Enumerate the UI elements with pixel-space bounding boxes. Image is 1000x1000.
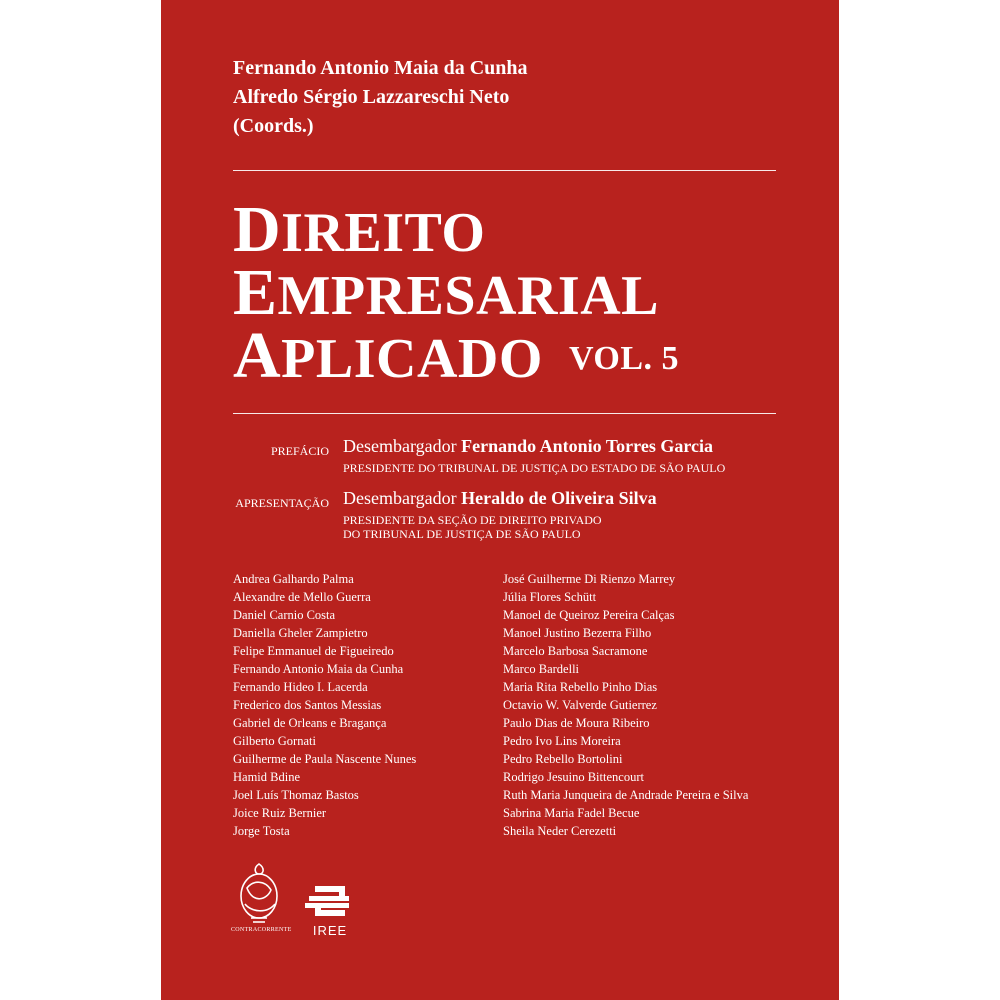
author-name: Júlia Flores Schütt: [503, 590, 597, 604]
contracorrente-logo-icon: [231, 860, 287, 926]
authors-list-left: [233, 570, 416, 840]
author-name: Hamid Bdine: [233, 770, 301, 784]
author-name: Gabriel de Orleans e Bragança: [233, 716, 387, 730]
book-cover: [161, 0, 839, 1000]
author-name: Manoel de Queiroz Pereira Calças: [503, 608, 675, 622]
author-name: Andrea Galhardo Palma: [233, 572, 354, 586]
title-line-1: DIREITO: [233, 193, 486, 266]
iree-logo-icon: [305, 886, 355, 916]
divider-top: [233, 170, 776, 171]
coordinator-name: Fernando Antonio Maia da Cunha: [233, 57, 528, 79]
author-name: Paulo Dias de Moura Ribeiro: [503, 716, 650, 730]
author-name: Felipe Emmanuel de Figueiredo: [233, 644, 394, 658]
author-name: Jorge Tosta: [233, 824, 290, 838]
author-name: Rodrigo Jesuino Bittencourt: [503, 770, 644, 784]
author-name: Gilberto Gornati: [233, 734, 316, 748]
title-line-2: EMPRESARIAL: [233, 256, 659, 329]
publisher-logo-contracorrente: [231, 860, 292, 933]
author-name: Joel Luís Thomaz Bastos: [233, 788, 359, 802]
author-name: Guilherme de Paula Nascente Nunes: [233, 752, 417, 766]
presentation-name: Desembargador Heraldo de Oliveira Silva: [343, 488, 657, 508]
presentation-role: PRESIDENTE DA SEÇÃO DE DIREITO PRIVADO: [343, 513, 602, 527]
author-name: José Guilherme Di Rienzo Marrey: [503, 572, 676, 586]
title-line-3: APLICADO: [233, 319, 543, 392]
author-name: Sabrina Maria Fadel Becue: [503, 806, 640, 820]
author-name: Frederico dos Santos Messias: [233, 698, 382, 712]
author-name: Fernando Hideo I. Lacerda: [233, 680, 368, 694]
preface-name: Desembargador Fernando Antonio Torres Garcia: [343, 436, 713, 456]
presentation-label: APRESENTAÇÃO: [235, 496, 329, 510]
author-name: Manoel Justino Bezerra Filho: [503, 626, 652, 640]
author-name: Daniella Gheler Zampietro: [233, 626, 368, 640]
preface-role: PRESIDENTE DO TRIBUNAL DE JUSTIÇA DO ESTADO DE SÃO PAULO: [343, 461, 726, 475]
author-name: Marco Bardelli: [503, 662, 580, 676]
author-name: Pedro Rebello Bortolini: [503, 752, 623, 766]
author-name: Daniel Carnio Costa: [233, 608, 336, 622]
publisher-caption: IREE: [312, 923, 348, 938]
author-name: Fernando Antonio Maia da Cunha: [233, 662, 404, 676]
publisher-caption: CONTRACORRENTE: [231, 927, 292, 933]
author-name: Sheila Neder Cerezetti: [503, 824, 617, 838]
coordinator-name: Alfredo Sérgio Lazzareschi Neto: [233, 86, 510, 108]
author-name: Marcelo Barbosa Sacramone: [503, 644, 648, 658]
publisher-logo-iree: [305, 886, 355, 938]
coordinators: [233, 54, 528, 141]
volume-label: VOL. 5: [569, 340, 679, 377]
coordinator-label: (Coords.): [233, 115, 314, 137]
author-name: Alexandre de Mello Guerra: [233, 590, 371, 604]
presentation-role: DO TRIBUNAL DE JUSTIÇA DE SÃO PAULO: [343, 527, 581, 541]
author-name: Pedro Ivo Lins Moreira: [503, 734, 621, 748]
author-name: Ruth Maria Junqueira de Andrade Pereira e Silva: [503, 788, 749, 802]
authors-list-right: [503, 570, 748, 840]
author-name: Octavio W. Valverde Gutierrez: [503, 698, 657, 712]
author-name: Joice Ruiz Bernier: [233, 806, 327, 820]
author-name: Maria Rita Rebello Pinho Dias: [503, 680, 658, 694]
divider-bottom: [233, 413, 776, 414]
preface-label: PREFÁCIO: [270, 444, 329, 458]
